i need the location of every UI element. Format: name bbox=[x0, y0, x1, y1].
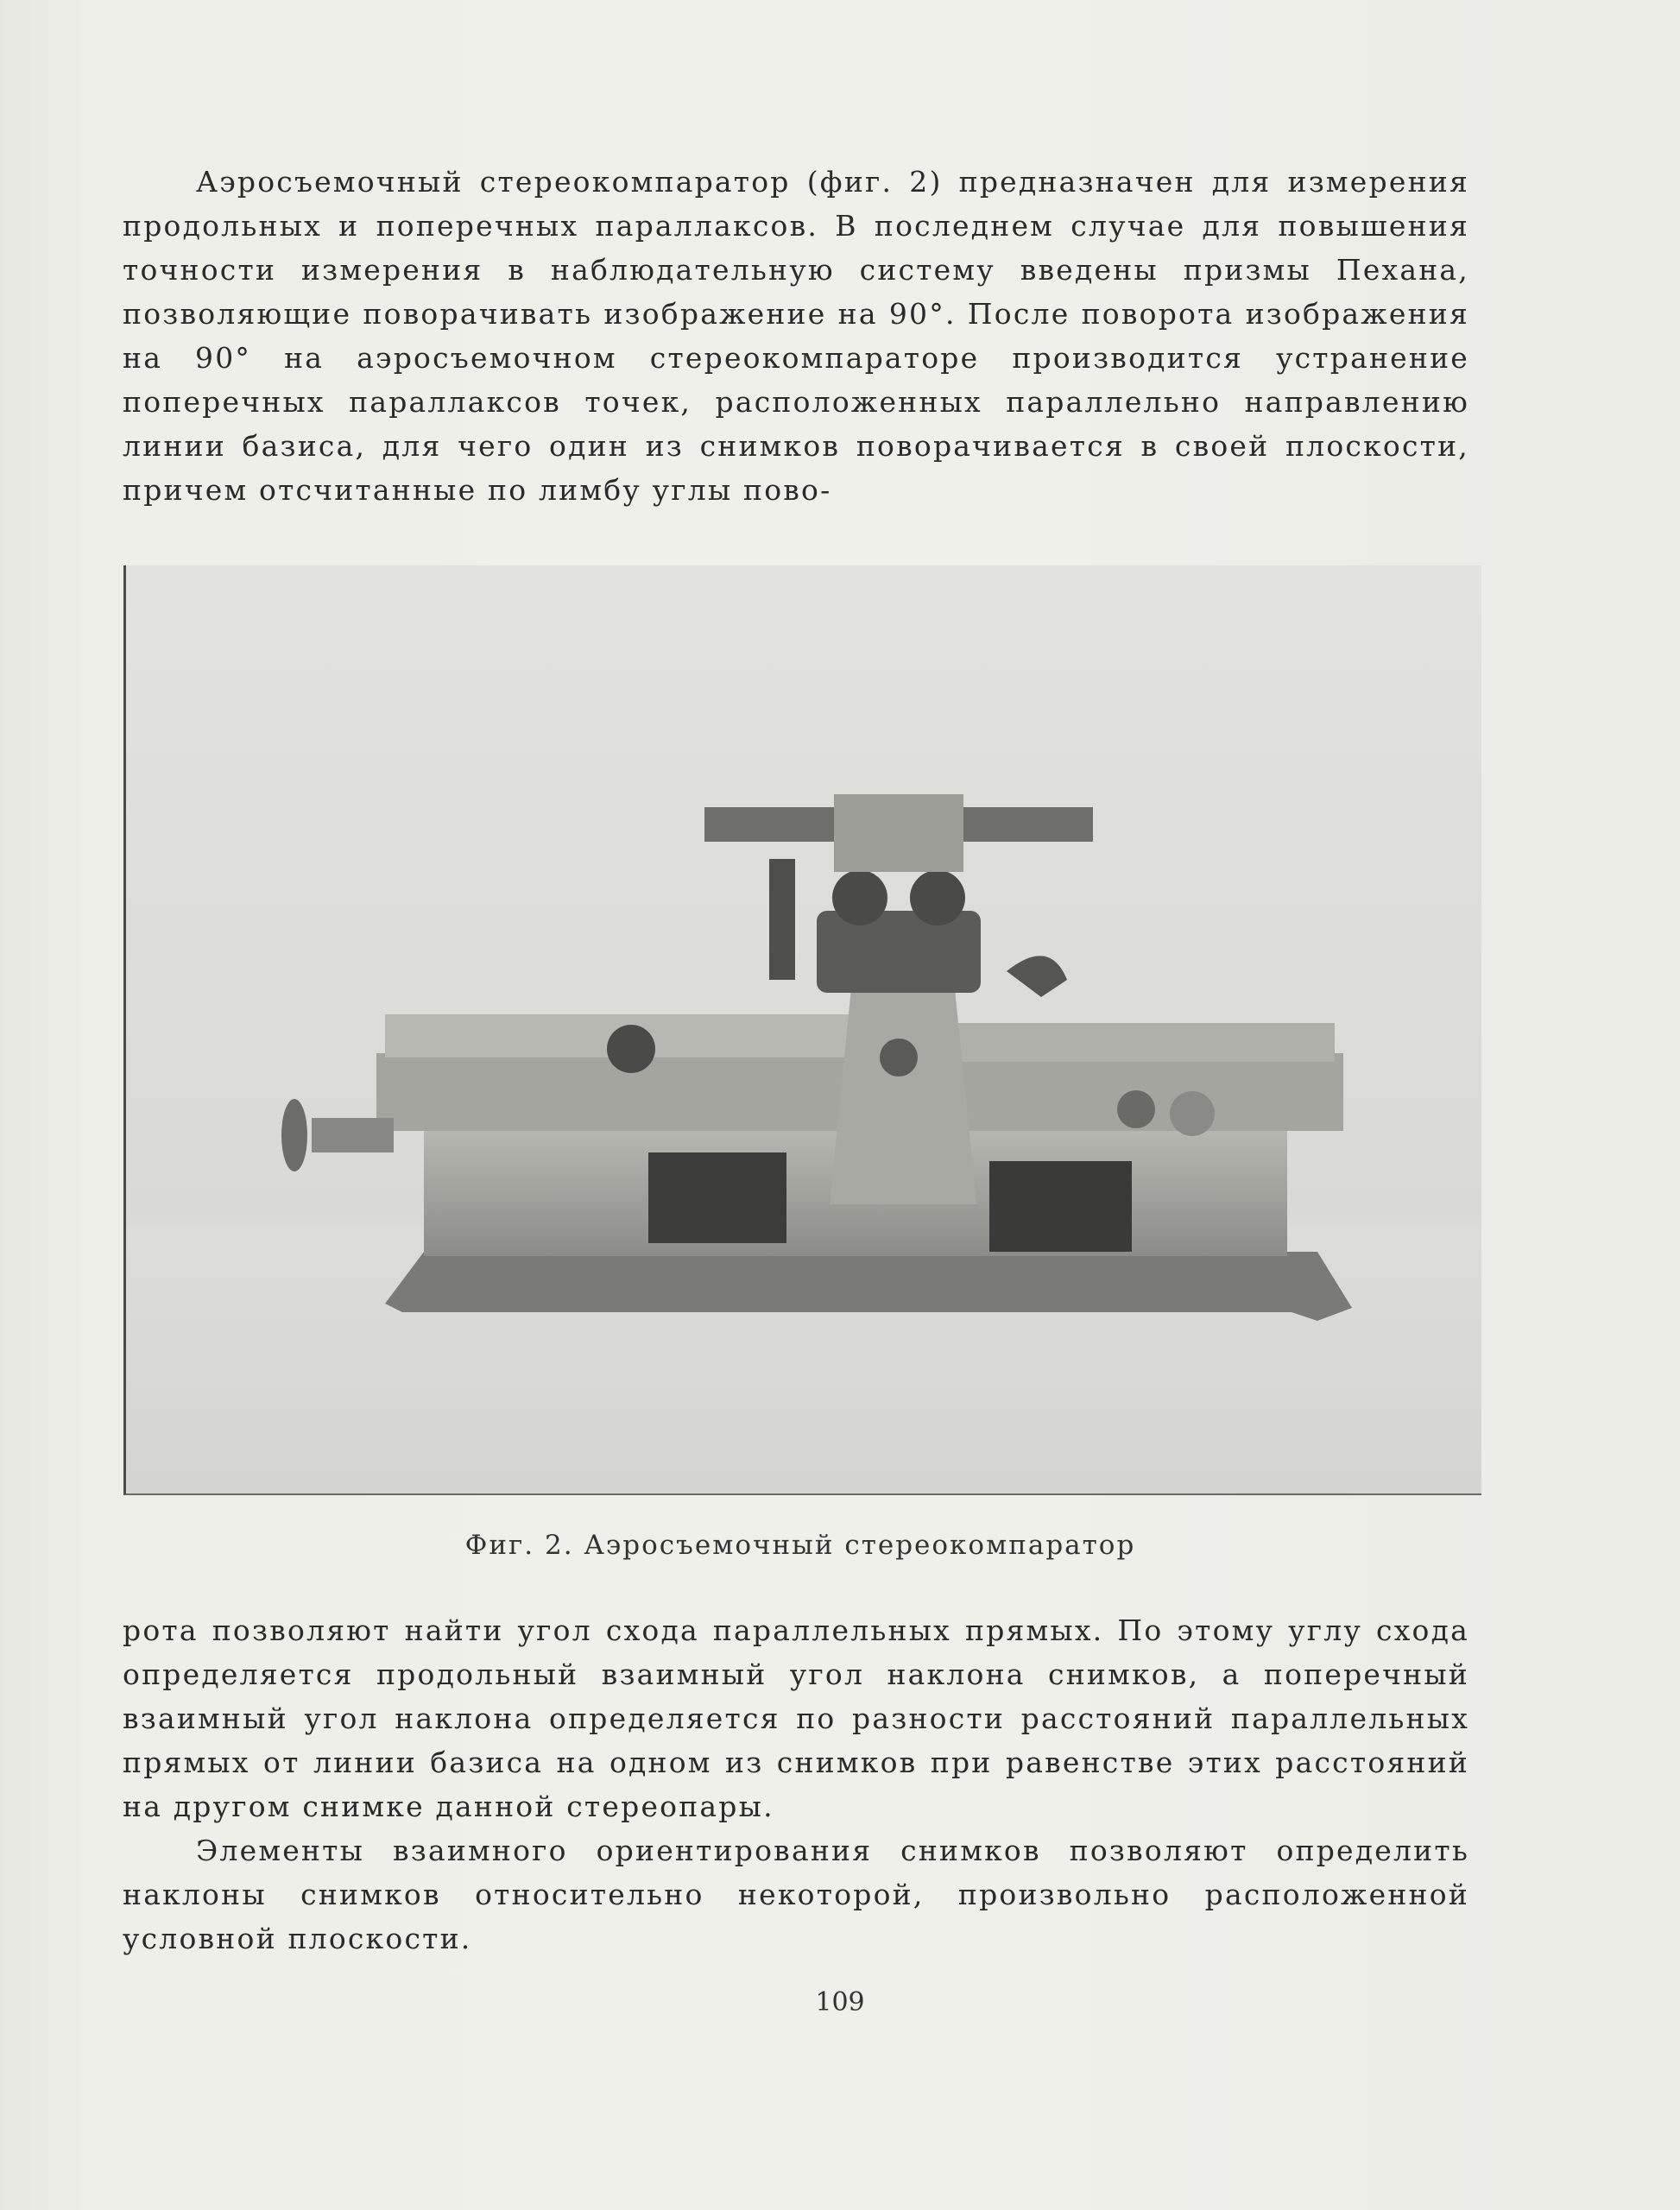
paragraph-continuation-text: рота позволяют найти угол схода параллельных прямых. По этому углу схода определяется продольный взаимный угол наклона снимков, а поперечный взаимный угол наклона определяется по разности расстояний параллельных прямых от линии базиса на одном из снимков при равенстве этих расстояний на другом снимке данной стереопары. bbox=[123, 1613, 1469, 1823]
page-number: 109 bbox=[815, 1987, 865, 2017]
stereocomparator-illustration bbox=[126, 565, 1481, 1493]
paragraph-intro-text: Аэросъемочный стереокомпаратор (фиг. 2) предназначен для измерения продольных и поперечных параллаксов. В последнем случае для повышения точности измерения в наблюдательную систему введены призмы Пехана, позволяющие поворачивать изображение на 90°. После поворота изображения на 90° на аэросъемочном стереокомпараторе производится устранение поперечных параллаксов точек, расположенных параллельно направлению линии базиса, для чего один из снимков поворачивается в своей плоскости, причем отсчитанные по лимбу углы пово- bbox=[123, 165, 1469, 507]
paragraph-continuation bbox=[123, 1608, 1469, 1828]
figure-stereocomparator-photo bbox=[123, 565, 1481, 1495]
paragraph-orientation bbox=[123, 1828, 1469, 1961]
paragraph-intro bbox=[123, 160, 1469, 512]
figure-caption: Фиг. 2. Аэросъемочный стереокомпаратор bbox=[464, 1530, 1136, 1561]
paragraph-orientation-text: Элементы взаимного ориентирования снимков позволяют определить наклоны снимков относительно некоторой, произвольно расположенной условной плоскости. bbox=[123, 1834, 1469, 1955]
